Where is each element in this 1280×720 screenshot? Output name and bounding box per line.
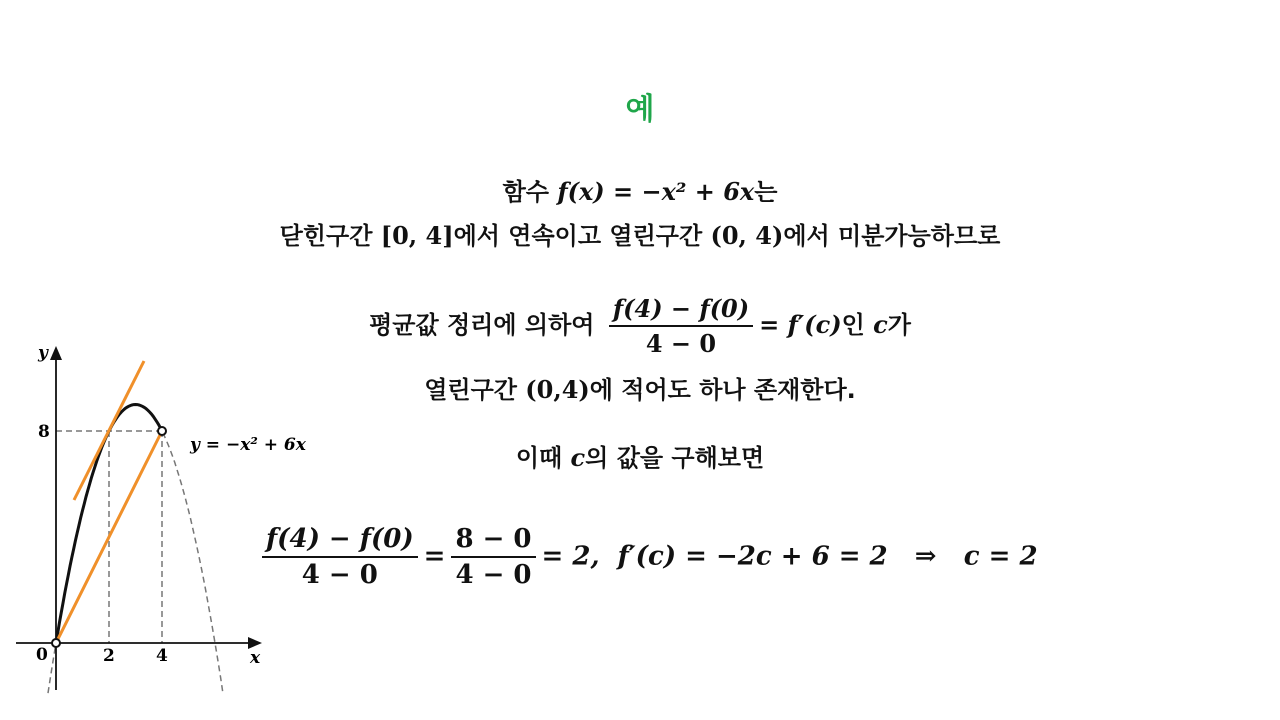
tick-label-8: 8 — [38, 422, 50, 442]
var-c: c — [873, 310, 888, 339]
open-interval: (0, 4) — [710, 221, 784, 250]
text-then: 이때 — [515, 444, 571, 472]
solution-denominator-1: 4 − 0 — [301, 560, 378, 590]
y-axis-arrow — [50, 346, 62, 360]
tick-label-2: 2 — [103, 646, 115, 666]
solution-result: = 2, f′(c) = −2c + 6 = 2 ⇒ c = 2 — [541, 541, 1038, 572]
y-axis-label: y — [38, 343, 48, 363]
text-mvt: 평균값 정리에 의하여 — [369, 311, 595, 339]
equals-sign: = — [423, 541, 446, 572]
text-continuous: 에서 연속이고 열린구간 — [453, 222, 711, 250]
text-ga: 가 — [887, 311, 911, 339]
x-axis-label: x — [250, 648, 261, 668]
example-title: 예 — [625, 92, 655, 127]
text-in: 인 — [841, 311, 874, 339]
mvt-fraction — [609, 294, 753, 358]
solution-equation — [262, 524, 1038, 590]
solution-denominator-2: 4 − 0 — [455, 560, 532, 590]
text-solve: 의 값을 구해보면 — [585, 444, 765, 472]
text-differentiable: 에서 미분가능하므로 — [783, 222, 1001, 250]
continuity-statement — [0, 216, 1280, 251]
tangent-line — [74, 361, 144, 500]
var-c-2: c — [570, 443, 586, 472]
text-particle: 는 — [754, 178, 778, 206]
point-4-8 — [158, 427, 166, 435]
curve-equation-label: y = −x² + 6x — [190, 435, 306, 455]
mvt-denominator: 4 − 0 — [645, 329, 717, 358]
parabola-graph — [0, 330, 340, 700]
open-interval-2: (0,4) — [525, 375, 590, 404]
function-statement — [0, 172, 1280, 207]
origin-label: 0 — [36, 645, 48, 665]
text-exists: 에 적어도 하나 존재한다. — [589, 376, 856, 404]
function-expression: f(x) = −x² + 6x — [557, 177, 755, 206]
solution-numerator-2: 8 − 0 — [451, 524, 535, 558]
closed-interval: [0, 4] — [380, 221, 454, 250]
solution-fraction-2 — [451, 524, 535, 590]
point-origin — [52, 639, 60, 647]
text-function: 함수 — [502, 178, 558, 206]
tick-label-4: 4 — [156, 646, 168, 666]
mvt-numerator: f(4) − f(0) — [609, 294, 753, 327]
mvt-rhs: = f′(c) — [759, 310, 842, 339]
text-open: 열린구간 — [424, 376, 526, 404]
solution-numerator-1: f(4) − f(0) — [262, 524, 418, 558]
text-closed: 닫힌구간 — [279, 222, 381, 250]
